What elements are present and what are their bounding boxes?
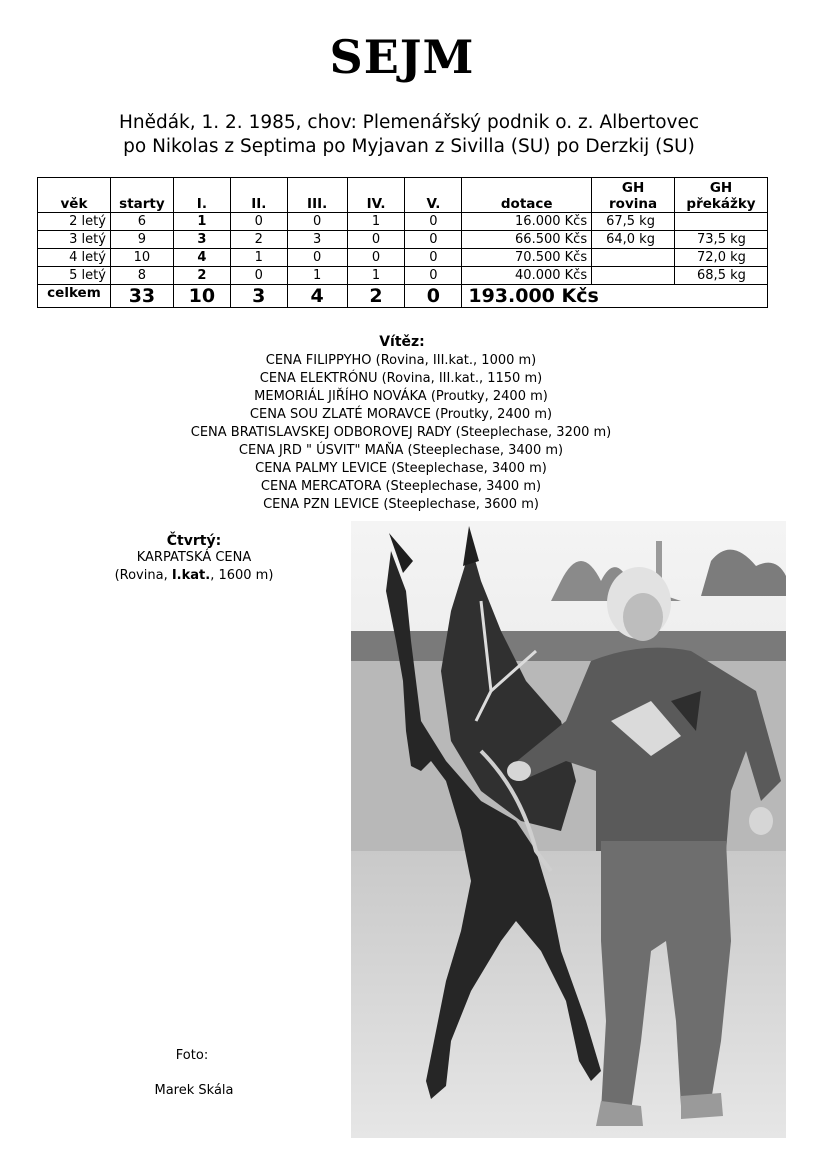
total-third: 4: [287, 285, 347, 308]
cell-age: 2 letý: [38, 213, 111, 231]
header-fifth: V.: [405, 178, 462, 213]
horse-name-title: SEJM: [329, 30, 475, 84]
fourth-place-detail: [104, 568, 284, 583]
header-gh-jump-line1: GH: [709, 180, 733, 196]
cell-gh-flat: 64,0 kg: [592, 231, 675, 249]
detail-open: (Rovina,: [114, 568, 172, 583]
detail-close: , 1600 m): [210, 568, 274, 583]
cell-starts: 6: [110, 213, 173, 231]
cell-gh-flat: [592, 249, 675, 267]
header-gh-flat: [592, 178, 675, 213]
header-second: II.: [230, 178, 287, 213]
photo-credit-author: Marek Skála: [154, 1083, 234, 1098]
header-third: III.: [287, 178, 347, 213]
list-item: CENA BRATISLAVSKEJ ODBOROVEJ RADY (Steeplechase, 3200 m): [190, 425, 612, 440]
total-second: 3: [230, 285, 287, 308]
cell-fifth: 0: [405, 213, 462, 231]
cell-second: 0: [230, 213, 287, 231]
list-item: CENA PALMY LEVICE (Steeplechase, 3400 m): [255, 461, 547, 476]
detail-category: I.kat.: [171, 568, 211, 583]
cell-fifth: 0: [405, 231, 462, 249]
cell-first: 4: [173, 249, 230, 267]
cell-gh-jump: 72,0 kg: [675, 249, 768, 267]
total-fifth: 0: [405, 285, 462, 308]
cell-fourth: 0: [347, 231, 405, 249]
cell-second: 0: [230, 267, 287, 285]
table-row: [38, 267, 768, 285]
table-total-row: [38, 285, 768, 308]
header-gh-flat-line2: rovina: [609, 196, 658, 212]
cell-prize: 40.000 Kčs: [462, 267, 592, 285]
cell-starts: 10: [110, 249, 173, 267]
list-item: CENA FILIPPYHO (Rovina, III.kat., 1000 m): [265, 353, 537, 368]
cell-age: 5 letý: [38, 267, 111, 285]
cell-fifth: 0: [405, 267, 462, 285]
header-gh-jump-line2: překážky: [686, 196, 756, 212]
cell-gh-jump: 68,5 kg: [675, 267, 768, 285]
cell-fourth: 1: [347, 267, 405, 285]
cell-gh-jump: 73,5 kg: [675, 231, 768, 249]
cell-fourth: 0: [347, 249, 405, 267]
header-first: I.: [173, 178, 230, 213]
cell-second: 1: [230, 249, 287, 267]
fourth-place-race: KARPATSKÁ CENA: [136, 550, 252, 565]
cell-prize: 16.000 Kčs: [462, 213, 592, 231]
cell-first: 3: [173, 231, 230, 249]
cell-fifth: 0: [405, 249, 462, 267]
cell-age: 3 letý: [38, 231, 111, 249]
total-prize: 193.000 Kčs: [462, 285, 768, 308]
cell-third: 3: [287, 231, 347, 249]
header-prize: dotace: [462, 178, 592, 213]
header-gh-flat-line1: GH: [621, 180, 645, 196]
cell-second: 2: [230, 231, 287, 249]
winner-race-list: [0, 352, 802, 514]
table-row: [38, 213, 768, 231]
cell-first: 2: [173, 267, 230, 285]
total-label: celkem: [38, 285, 111, 308]
cell-starts: 9: [110, 231, 173, 249]
cell-third: 0: [287, 213, 347, 231]
cell-first: 1: [173, 213, 230, 231]
photo-credit-label: Foto:: [175, 1048, 209, 1063]
list-item: CENA PZN LEVICE (Steeplechase, 3600 m): [263, 497, 539, 512]
list-item: MEMORIÁL JIŘÍHO NOVÁKA (Proutky, 2400 m): [254, 389, 548, 404]
list-item: CENA SOU ZLATÉ MORAVCE (Proutky, 2400 m): [249, 407, 553, 422]
cell-starts: 8: [110, 267, 173, 285]
cell-fourth: 1: [347, 213, 405, 231]
cell-third: 1: [287, 267, 347, 285]
list-item: CENA JRD " ÚSVIT" MAŇA (Steeplechase, 3400 m): [238, 443, 564, 458]
cell-third: 0: [287, 249, 347, 267]
header-gh-jump: [675, 178, 768, 213]
race-statistics-table: [37, 177, 768, 308]
table-header-row: [38, 178, 768, 213]
total-starts: 33: [110, 285, 173, 308]
horse-info-line: Hnědák, 1. 2. 1985, chov: Plemenářský podnik o. z. Albertovec: [118, 112, 700, 133]
list-item: CENA ELEKTRÓNU (Rovina, III.kat., 1150 m): [259, 371, 543, 386]
horse-photo: [351, 521, 786, 1138]
table-row: [38, 249, 768, 267]
cell-prize: 70.500 Kčs: [462, 249, 592, 267]
header-fourth: IV.: [347, 178, 405, 213]
cell-prize: 66.500 Kčs: [462, 231, 592, 249]
total-first: 10: [173, 285, 230, 308]
total-fourth: 2: [347, 285, 405, 308]
header-starts: starty: [110, 178, 173, 213]
pedigree-line: po Nikolas z Septima po Myjavan z Sivilla (SU) po Derzkij (SU): [123, 136, 695, 157]
cell-gh-jump: [675, 213, 768, 231]
fourth-place-heading: Čtvrtý:: [166, 533, 222, 549]
list-item: CENA MERCATORA (Steeplechase, 3400 m): [260, 479, 542, 494]
header-age: věk: [38, 178, 111, 213]
cell-gh-flat: [592, 267, 675, 285]
cell-gh-flat: 67,5 kg: [592, 213, 675, 231]
cell-age: 4 letý: [38, 249, 111, 267]
table-row: [38, 231, 768, 249]
winner-heading: Vítěz:: [379, 334, 425, 350]
